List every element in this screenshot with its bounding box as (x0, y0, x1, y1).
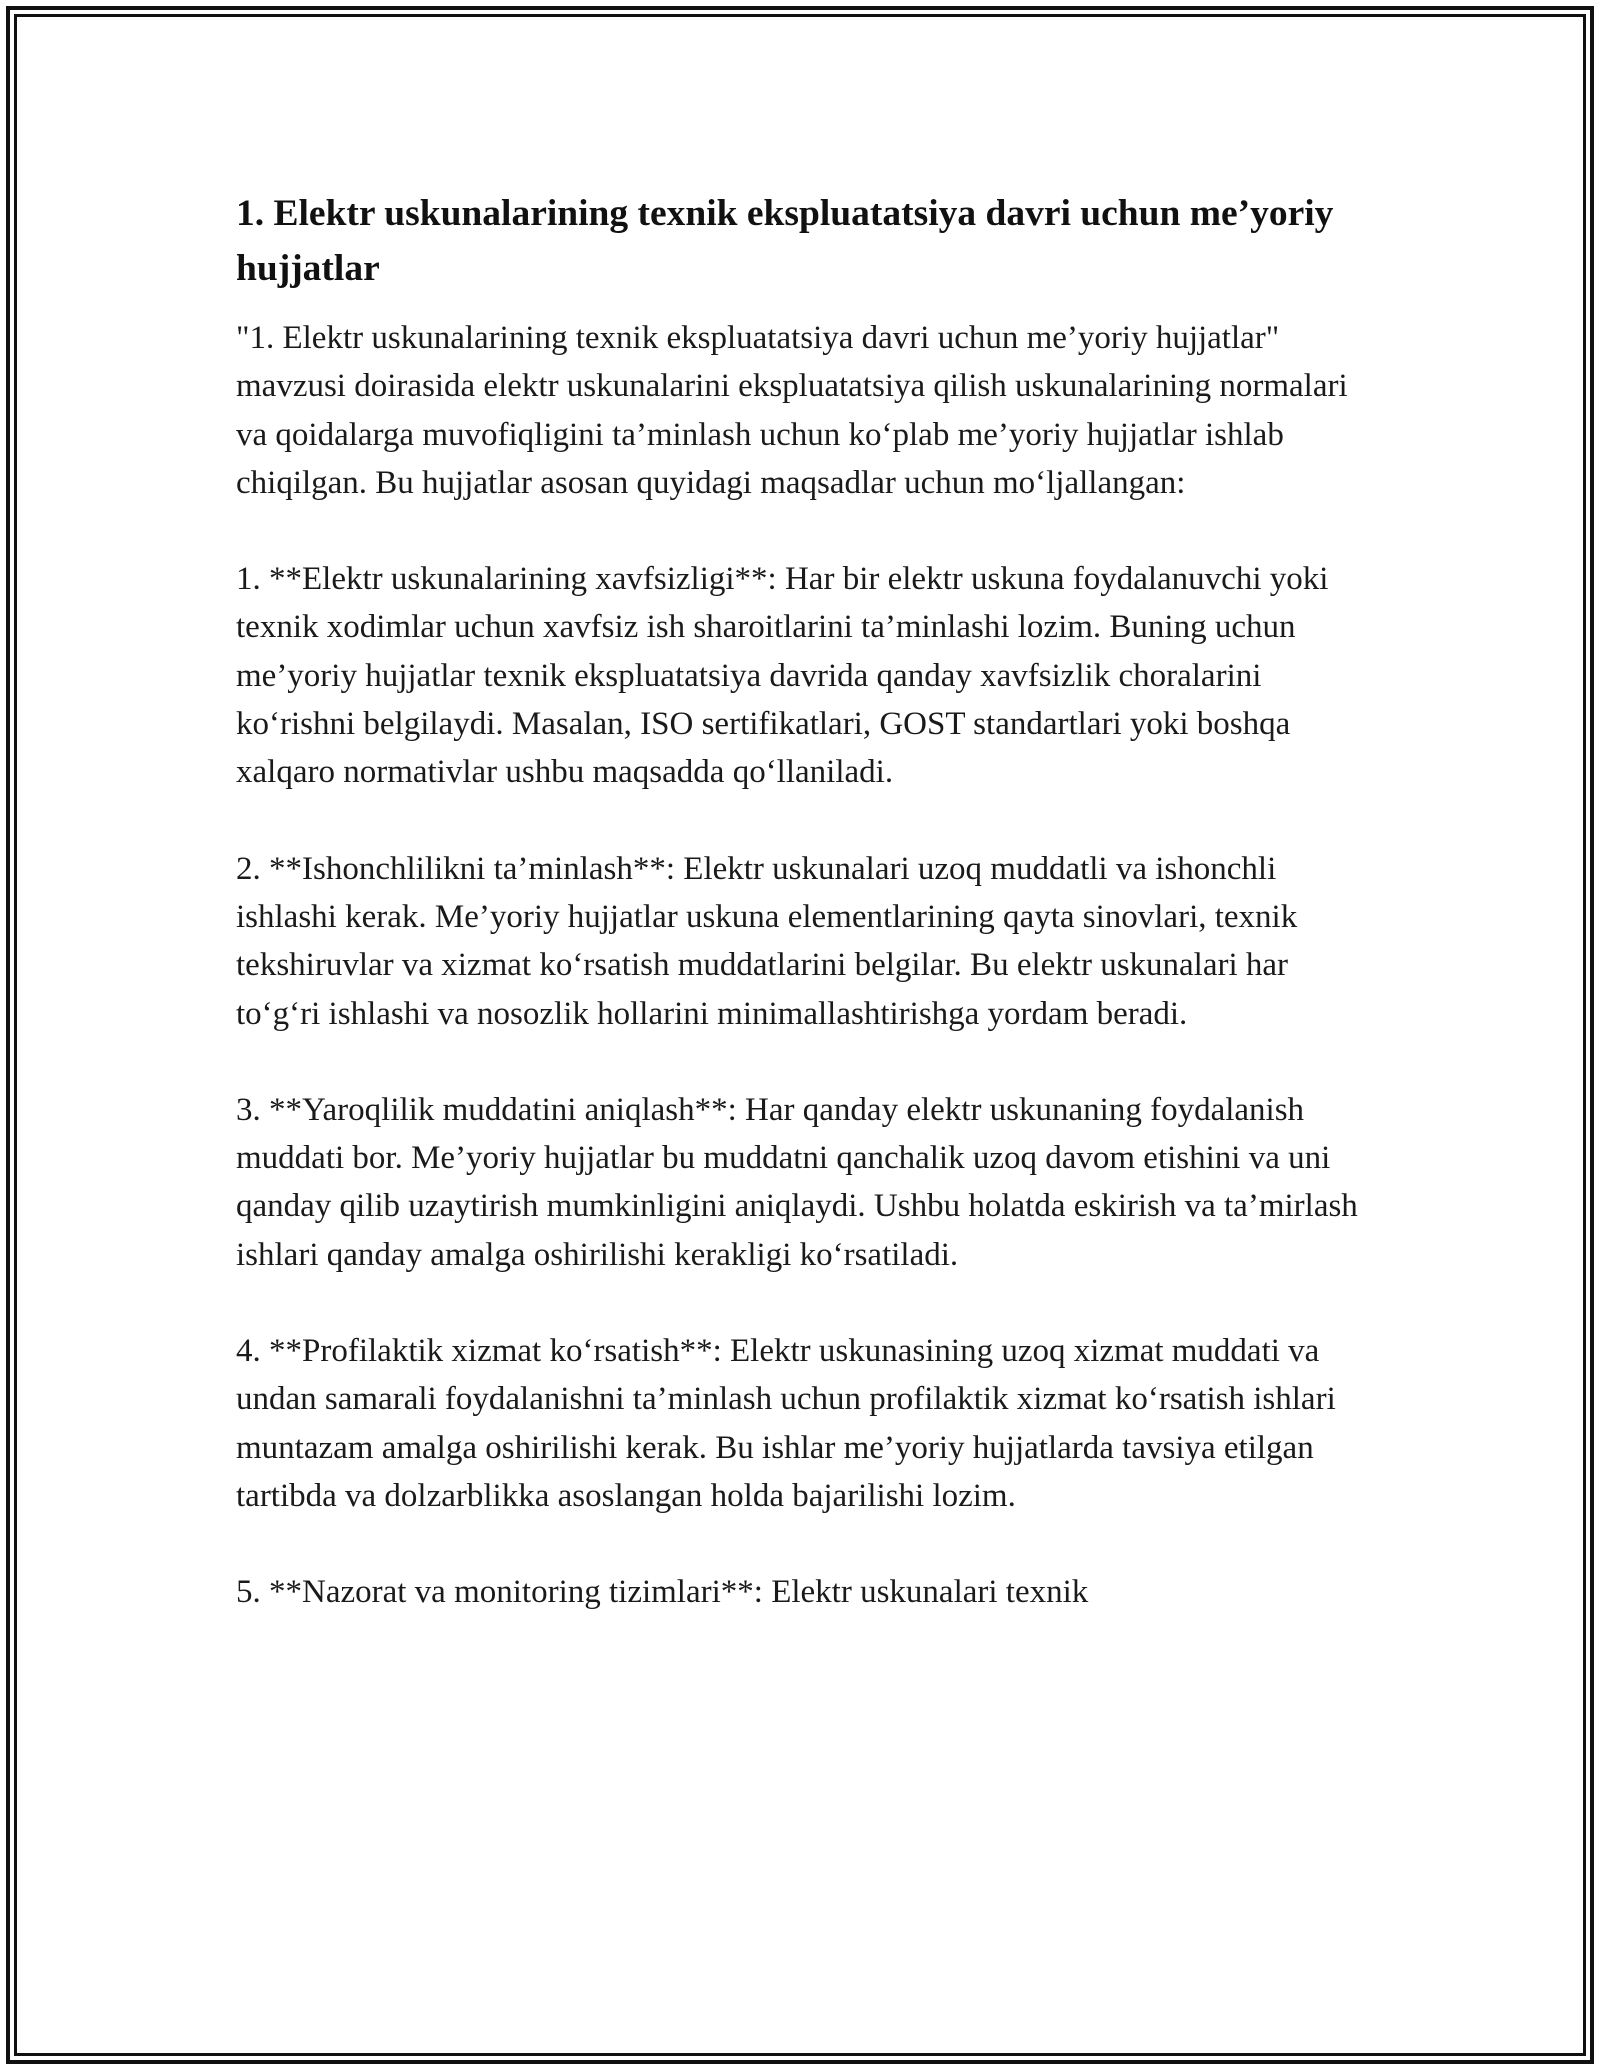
document-body (236, 186, 1376, 1665)
document-title: 1. Elektr uskunalarining texnik ekspluatatsiya davri uchun me’yoriy hujjatlar (236, 193, 1334, 289)
list-item-5-paragraph: 5. **Nazorat va monitoring tizimlari**: Elektr uskunalari texnik (236, 1574, 1089, 1611)
list-item-2-paragraph: 2. **Ishonchlilikni ta’minlash**: Elektr uskunalari uzoq muddatli va ishonchli ishlashi kerak. Me’yoriy hujjatlar uskuna elementlarining qayta sinovlari, texnik tekshiruvlar va xizmat ko‘rsatish muddatlarini belgilar. Bu elektr uskunalari har to‘g‘ri ishlashi va nosozlik hollarini minimallashtirishga yordam beradi. (236, 850, 1298, 1032)
list-item-1-paragraph: 1. **Elektr uskunalarining xavfsizligi**: Har bir elektr uskuna foydalanuvchi yoki texnik xodimlar uchun xavfsiz ish sharoitlarini ta’minlashi lozim. Buning uchun me’yoriy hujjatlar texnik ekspluatatsiya davrida qanday xavfsizlik choralarini ko‘rishni belgilaydi. Masalan, ISO sertifikatlari, GOST standartlari yoki boshqa xalqaro normativlar ushbu maqsadda qo‘llaniladi. (236, 561, 1329, 791)
intro-paragraph: "1. Elektr uskunalarining texnik ekspluatatsiya davri uchun me’yoriy hujjatlar" mavzusi doirasida elektr uskunalarini ekspluatatsiya qilish uskunalarining normalari va qoidalarga muvofiqligini ta’minlash uchun ko‘plab me’yoriy hujjatlar ishlab chiqilgan. Bu hujjatlar asosan quyidagi maqsadlar uchun mo‘ljallangan: (236, 320, 1348, 501)
list-item-4-paragraph: 4. **Profilaktik xizmat ko‘rsatish**: Elektr uskunasining uzoq xizmat muddati va undan samarali foydalanishni ta’minlash uchun profilaktik xizmat ko‘rsatish ishlari muntazam amalga oshirilishi kerak. Bu ishlar me’yoriy hujjatlarda tavsiya etilgan tartibda va dolzarblikka asoslangan holda bajarilishi lozim. (236, 1333, 1336, 1514)
list-item-3-paragraph: 3. **Yaroqlilik muddatini aniqlash**: Har qanday elektr uskunaning foydalanish muddati bor. Me’yoriy hujjatlar bu muddatni qanchalik uzoq davom etishini va uni qanday qilib uzaytirish mumkinligini aniqlaydi. Ushbu holatda eskirish va ta’mirlash ishlari qanday amalga oshirilishi kerakligi ko‘rsatiladi. (236, 1091, 1358, 1273)
